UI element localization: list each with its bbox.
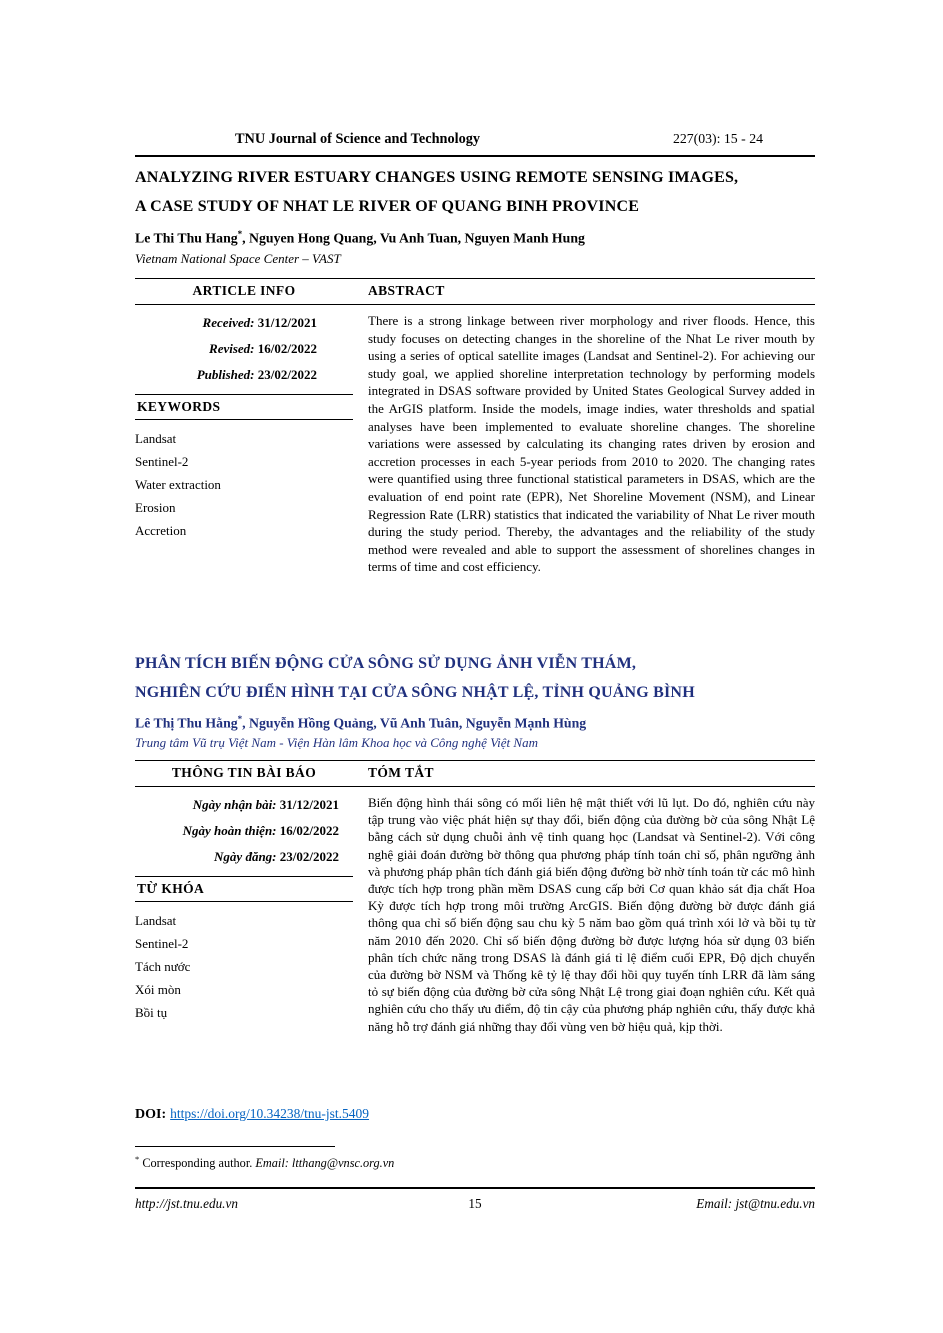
affiliation-english: Vietnam National Space Center – VAST bbox=[135, 251, 341, 266]
revised-date: 16/02/2022 bbox=[257, 341, 317, 356]
keywords-list bbox=[135, 909, 353, 1024]
info-left-column bbox=[135, 305, 353, 576]
doi-label: DOI: bbox=[135, 1107, 167, 1122]
paper-title-english bbox=[135, 163, 815, 221]
revised-date: 16/02/2022 bbox=[279, 823, 339, 838]
footer-page-number: 15 bbox=[468, 1196, 482, 1211]
doi-link[interactable]: https://doi.org/10.34238/tnu-jst.5409 bbox=[170, 1106, 370, 1121]
footer-journal-url: http://jst.tnu.edu.vn bbox=[135, 1196, 238, 1211]
footnote-marker: * bbox=[135, 1154, 140, 1164]
paper-title-vietnamese-line2: NGHIÊN CỨU ĐIỂN HÌNH TẠI CỬA SÔNG NHẬT LỆ, TỈNH QUẢNG BÌNH bbox=[135, 684, 695, 701]
received-row bbox=[135, 314, 317, 332]
paper-title-english-line2: A CASE STUDY OF NHAT LE RIVER OF QUANG BINH PROVINCE bbox=[135, 198, 640, 215]
published-row bbox=[135, 848, 339, 866]
abstract-text-english: There is a strong linkage between river morphology and river floods. Hence, this study focuses on detecting changes in the shoreline of the Nhat Le river mouth by using a series of optical satellite images (Landsat and Sentinel-2). For achieving our study goal, we applied shoreline interpretation technology by performing models integrated in DSAS software provided by United States Geological Survey added in the ArGIS platform. Inside the models, image indies, water thresholds and spatial analyses have been implemented to evaluate shoreline changes. The shoreline variations were assessed by calculating its changing rates driven by erosion and accretion processes in each 5-year periods from 2010 to 2020. The changing rates were quantified using three functional statistical parameters in DSAS, which are the evaluation of end point rate (EPR), Net Shoreline Movement (NSM), and Linear Regression Rate (LRR) statistics that indicated the variability of Nhat Le river mouth during the study period. Thereby, the advantages and the reliability of the study method were revealed and able to support the assessment of shorelines changes in terms of time and cost efficiency. bbox=[368, 313, 815, 575]
received-label: Received: bbox=[202, 315, 255, 330]
keyword-item: Tách nước bbox=[135, 959, 191, 974]
received-label: Ngày nhận bài: bbox=[192, 797, 277, 812]
footnote-text-line bbox=[135, 1154, 815, 1171]
keyword-item: Accretion bbox=[135, 523, 187, 538]
article-dates bbox=[135, 305, 353, 384]
corresponding-author-marker: * bbox=[237, 229, 243, 239]
abstract-heading: TÓM TẮT bbox=[368, 765, 434, 780]
info-table-body bbox=[135, 787, 815, 1035]
abstract-heading: ABSTRACT bbox=[368, 283, 445, 298]
keywords-list bbox=[135, 427, 353, 542]
journal-name: TNU Journal of Science and Technology bbox=[235, 131, 481, 147]
affiliation-vietnamese: Trung tâm Vũ trụ Việt Nam - Viện Hàn lâm Khoa học và Công nghệ Việt Nam bbox=[135, 735, 538, 750]
author-name: Lê Thị Thu Hằng bbox=[135, 715, 238, 731]
corresponding-author-footnote bbox=[135, 1146, 815, 1171]
info-table-header-row bbox=[135, 278, 815, 305]
published-date: 23/02/2022 bbox=[257, 367, 317, 382]
issue-page-range: 227(03): 15 - 24 bbox=[672, 131, 763, 146]
paper-title-english-line1: ANALYZING RIVER ESTUARY CHANGES USING REMOTE SENSING IMAGES, bbox=[135, 169, 739, 186]
keyword-item: Landsat bbox=[135, 913, 177, 928]
received-date: 31/12/2021 bbox=[279, 797, 339, 812]
authors-line-english bbox=[135, 229, 815, 247]
page-footer bbox=[135, 1187, 815, 1212]
keywords-heading: KEYWORDS bbox=[135, 394, 353, 420]
keyword-item: Erosion bbox=[135, 500, 176, 515]
keyword-item: Water extraction bbox=[135, 477, 221, 492]
doi-row bbox=[135, 1106, 815, 1123]
info-table-header-row bbox=[135, 760, 815, 787]
keywords-heading: TỪ KHÓA bbox=[135, 876, 353, 902]
authors-line-vietnamese bbox=[135, 714, 815, 732]
received-date: 31/12/2021 bbox=[257, 315, 317, 330]
published-label: Published: bbox=[196, 367, 255, 382]
english-title-block bbox=[135, 163, 815, 221]
published-label: Ngày đăng: bbox=[214, 849, 277, 864]
corresponding-author-marker: * bbox=[237, 714, 243, 724]
footnote-text: Corresponding author. bbox=[142, 1156, 253, 1171]
info-left-column bbox=[135, 787, 353, 1035]
corresponding-author-email: Email: ltthang@vnsc.org.vn bbox=[255, 1156, 395, 1171]
received-row bbox=[135, 796, 339, 814]
revised-label: Ngày hoàn thiện: bbox=[182, 823, 277, 838]
paper-title-vietnamese bbox=[135, 649, 815, 707]
paper-title-vietnamese-line1: PHÂN TÍCH BIẾN ĐỘNG CỬA SÔNG SỬ DỤNG ẢNH VIỄN THÁM, bbox=[135, 655, 637, 672]
article-info-table-english bbox=[135, 278, 815, 576]
published-date: 23/02/2022 bbox=[279, 849, 339, 864]
keyword-item: Landsat bbox=[135, 431, 177, 446]
keyword-item: Sentinel-2 bbox=[135, 936, 189, 951]
revised-label: Revised: bbox=[209, 341, 255, 356]
revised-row bbox=[135, 822, 339, 840]
abstract-text-vietnamese: Biến động hình thái sông có mối liên hệ mật thiết với lũ lụt. Do đó, nghiên cứu này tập trung vào việc phát hiện sự thay đổi, biến động của đường bờ của sông Nhật Lệ bằng cách sử dụng chuỗi ảnh vệ tinh quang học (Landsat và Sentinel-2). Với công nghệ giải đoán đường bờ thông qua phương pháp tính toán chỉ số, phân ngưỡng ảnh và phương pháp phân tích đánh giá biến động đường bờ nhờ tính toán từ các mô hình được tích hợp trong phần mềm DSAS cung cấp bởi Cơ quan khảo sát địa chất Hoa Kỳ được tích hợp trong môi trường ArcGIS. Biến động đường bờ được đánh giá thông qua chỉ số biến động sau chu kỳ 5 năm bao gồm quá trình xói lở và bồi tụ từ năm 2010 đến 2020. Chỉ số biến động đường bờ được lượng hóa sử dụng 03 biến phân tích chức năng trong DSAS là đánh giá tỉ lệ điểm cuối EPR, Độ dịch chuyển của đường bờ NSM và Thống kê tỷ lệ thay đổi hồi quy tuyến tính LRR đã làm sáng tỏ sự biến động của đường bờ cửa sông Nhật Lệ trong giai đoạn nghiên cứu. Kết quả nghiên cứu cho thấy ưu điểm, độ tin cậy của phương pháp nghiên cứu, thấy được khả năng hỗ trợ đánh giá những thay đổi vùng ven bờ hiệu quả, kịp thời. bbox=[368, 795, 815, 1034]
footer-email: Email: jst@tnu.edu.vn bbox=[696, 1196, 816, 1211]
article-info-heading: ARTICLE INFO bbox=[192, 283, 296, 298]
article-info-heading: THÔNG TIN BÀI BÁO bbox=[171, 765, 317, 780]
coauthor-names: , Nguyen Hong Quang, Vu Anh Tuan, Nguyen Manh Hung bbox=[242, 230, 585, 246]
vietnamese-title-block bbox=[135, 649, 815, 707]
author-name: Le Thi Thu Hang bbox=[135, 230, 238, 246]
keyword-item: Xói mòn bbox=[135, 982, 181, 997]
coauthor-names: , Nguyễn Hồng Quảng, Vũ Anh Tuân, Nguyễn Mạnh Hùng bbox=[242, 715, 587, 731]
article-info-table-vietnamese bbox=[135, 760, 815, 1035]
keyword-item: Sentinel-2 bbox=[135, 454, 189, 469]
footnote-divider bbox=[135, 1146, 335, 1147]
revised-row bbox=[135, 340, 317, 358]
article-dates bbox=[135, 787, 353, 866]
keyword-item: Bồi tụ bbox=[135, 1005, 168, 1020]
published-row bbox=[135, 366, 317, 384]
running-header bbox=[135, 131, 815, 157]
info-table-body bbox=[135, 305, 815, 576]
